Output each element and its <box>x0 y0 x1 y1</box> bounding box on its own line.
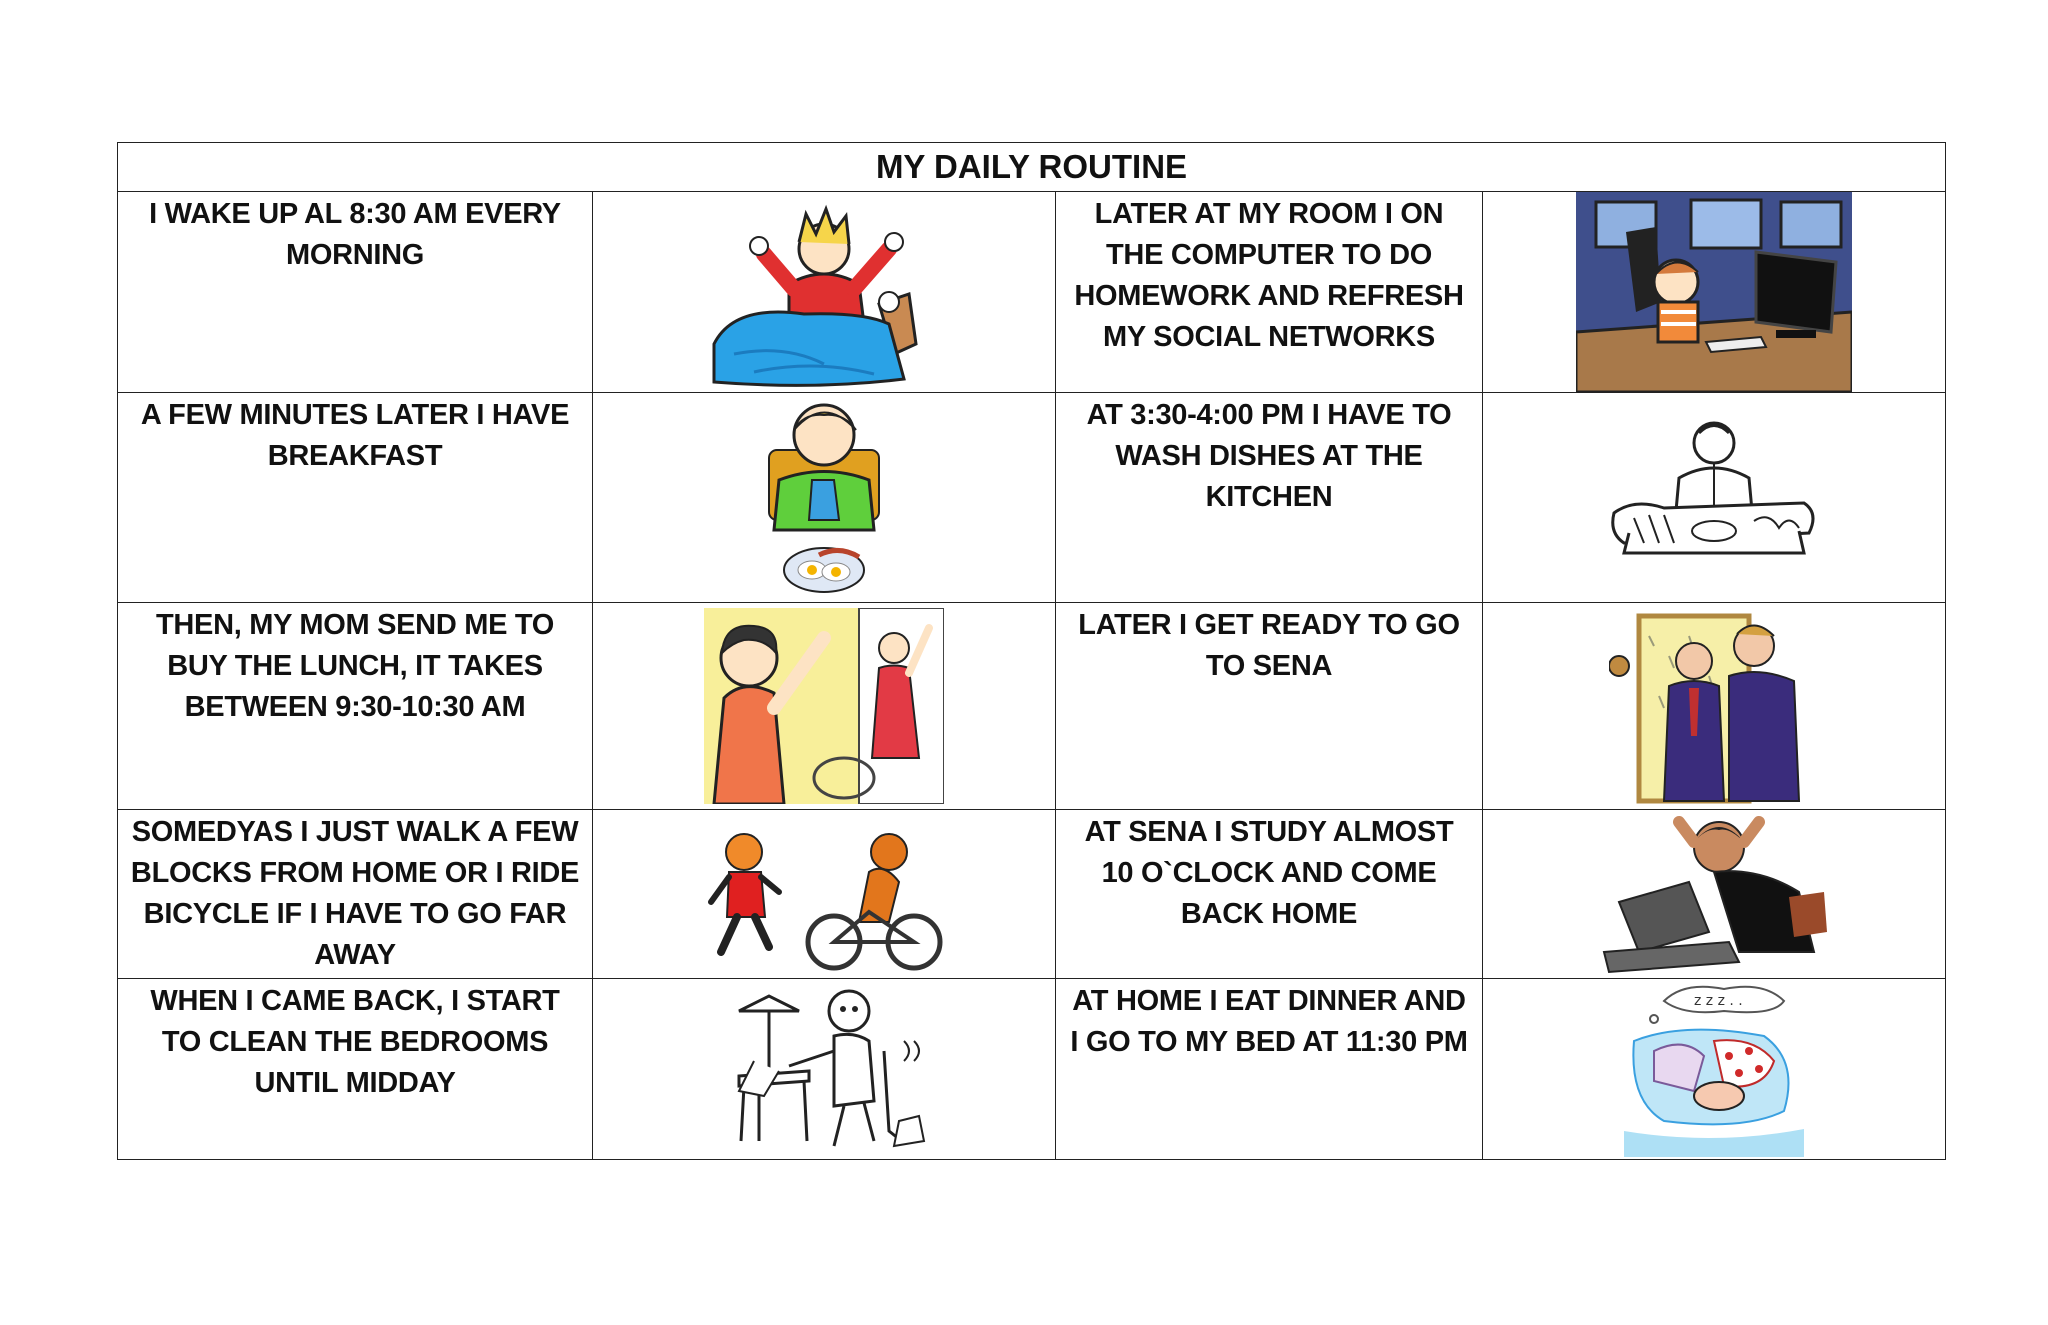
computer-user-icon <box>1576 192 1852 392</box>
routine-text-cell: A FEW MINUTES LATER I HAVE BREAKFAST <box>118 393 593 603</box>
svg-text:z z z . .: z z z . . <box>1694 993 1743 1009</box>
table-row <box>118 192 1946 393</box>
routine-picture-cell <box>593 603 1056 810</box>
getting-ready-icon <box>1609 606 1819 806</box>
routine-picture-cell <box>593 979 1056 1160</box>
table-row <box>118 979 1946 1160</box>
routine-text-cell: LATER AT MY ROOM I ON THE COMPUTER TO DO HOMEWORK AND REFRESH MY SOCIAL NETWORKS <box>1056 192 1483 393</box>
routine-text-cell: AT SENA I STUDY ALMOST 10 O`CLOCK AND COME BACK HOME <box>1056 810 1483 979</box>
routine-picture-cell <box>1483 603 1946 810</box>
routine-picture-cell <box>593 393 1056 603</box>
routine-picture-cell <box>1483 192 1946 393</box>
waking-up-icon <box>694 194 954 390</box>
cleaning-icon <box>719 981 929 1157</box>
breakfast-icon <box>724 395 924 601</box>
routine-text-cell: AT HOME I EAT DINNER AND I GO TO MY BED AT 11:30 PM <box>1056 979 1483 1160</box>
daily-routine-table <box>117 142 1946 1160</box>
mom-and-son-icon <box>704 608 944 804</box>
table-row <box>118 810 1946 979</box>
routine-text-cell: WHEN I CAME BACK, I START TO CLEAN THE BEDROOMS UNTIL MIDDAY <box>118 979 593 1160</box>
routine-text-cell: AT 3:30-4:00 PM I HAVE TO WASH DISHES AT THE KITCHEN <box>1056 393 1483 603</box>
routine-text-cell: SOMEDYAS I JUST WALK A FEW BLOCKS FROM HOME OR I RIDE BICYCLE IF I HAVE TO GO FAR AWAY <box>118 810 593 979</box>
title-row <box>118 143 1946 192</box>
routine-picture-cell <box>593 192 1056 393</box>
washing-dishes-icon <box>1604 403 1824 593</box>
routine-picture-cell <box>1483 810 1946 979</box>
routine-text-cell: THEN, MY MOM SEND ME TO BUY THE LUNCH, IT TAKES BETWEEN 9:30-10:30 AM <box>118 603 593 810</box>
table-row <box>118 603 1946 810</box>
routine-picture-cell <box>593 810 1056 979</box>
sleeping-icon <box>1624 981 1804 1157</box>
routine-text-cell: LATER I GET READY TO GO TO SENA <box>1056 603 1483 810</box>
table-title: MY DAILY ROUTINE <box>118 143 1946 192</box>
routine-picture-cell <box>1483 393 1946 603</box>
routine-text-cell: I WAKE UP AL 8:30 AM EVERY MORNING <box>118 192 593 393</box>
routine-picture-cell <box>1483 979 1946 1160</box>
stressed-student-icon <box>1599 812 1829 977</box>
walking-and-cycling-icon <box>699 812 949 977</box>
table-row <box>118 393 1946 603</box>
